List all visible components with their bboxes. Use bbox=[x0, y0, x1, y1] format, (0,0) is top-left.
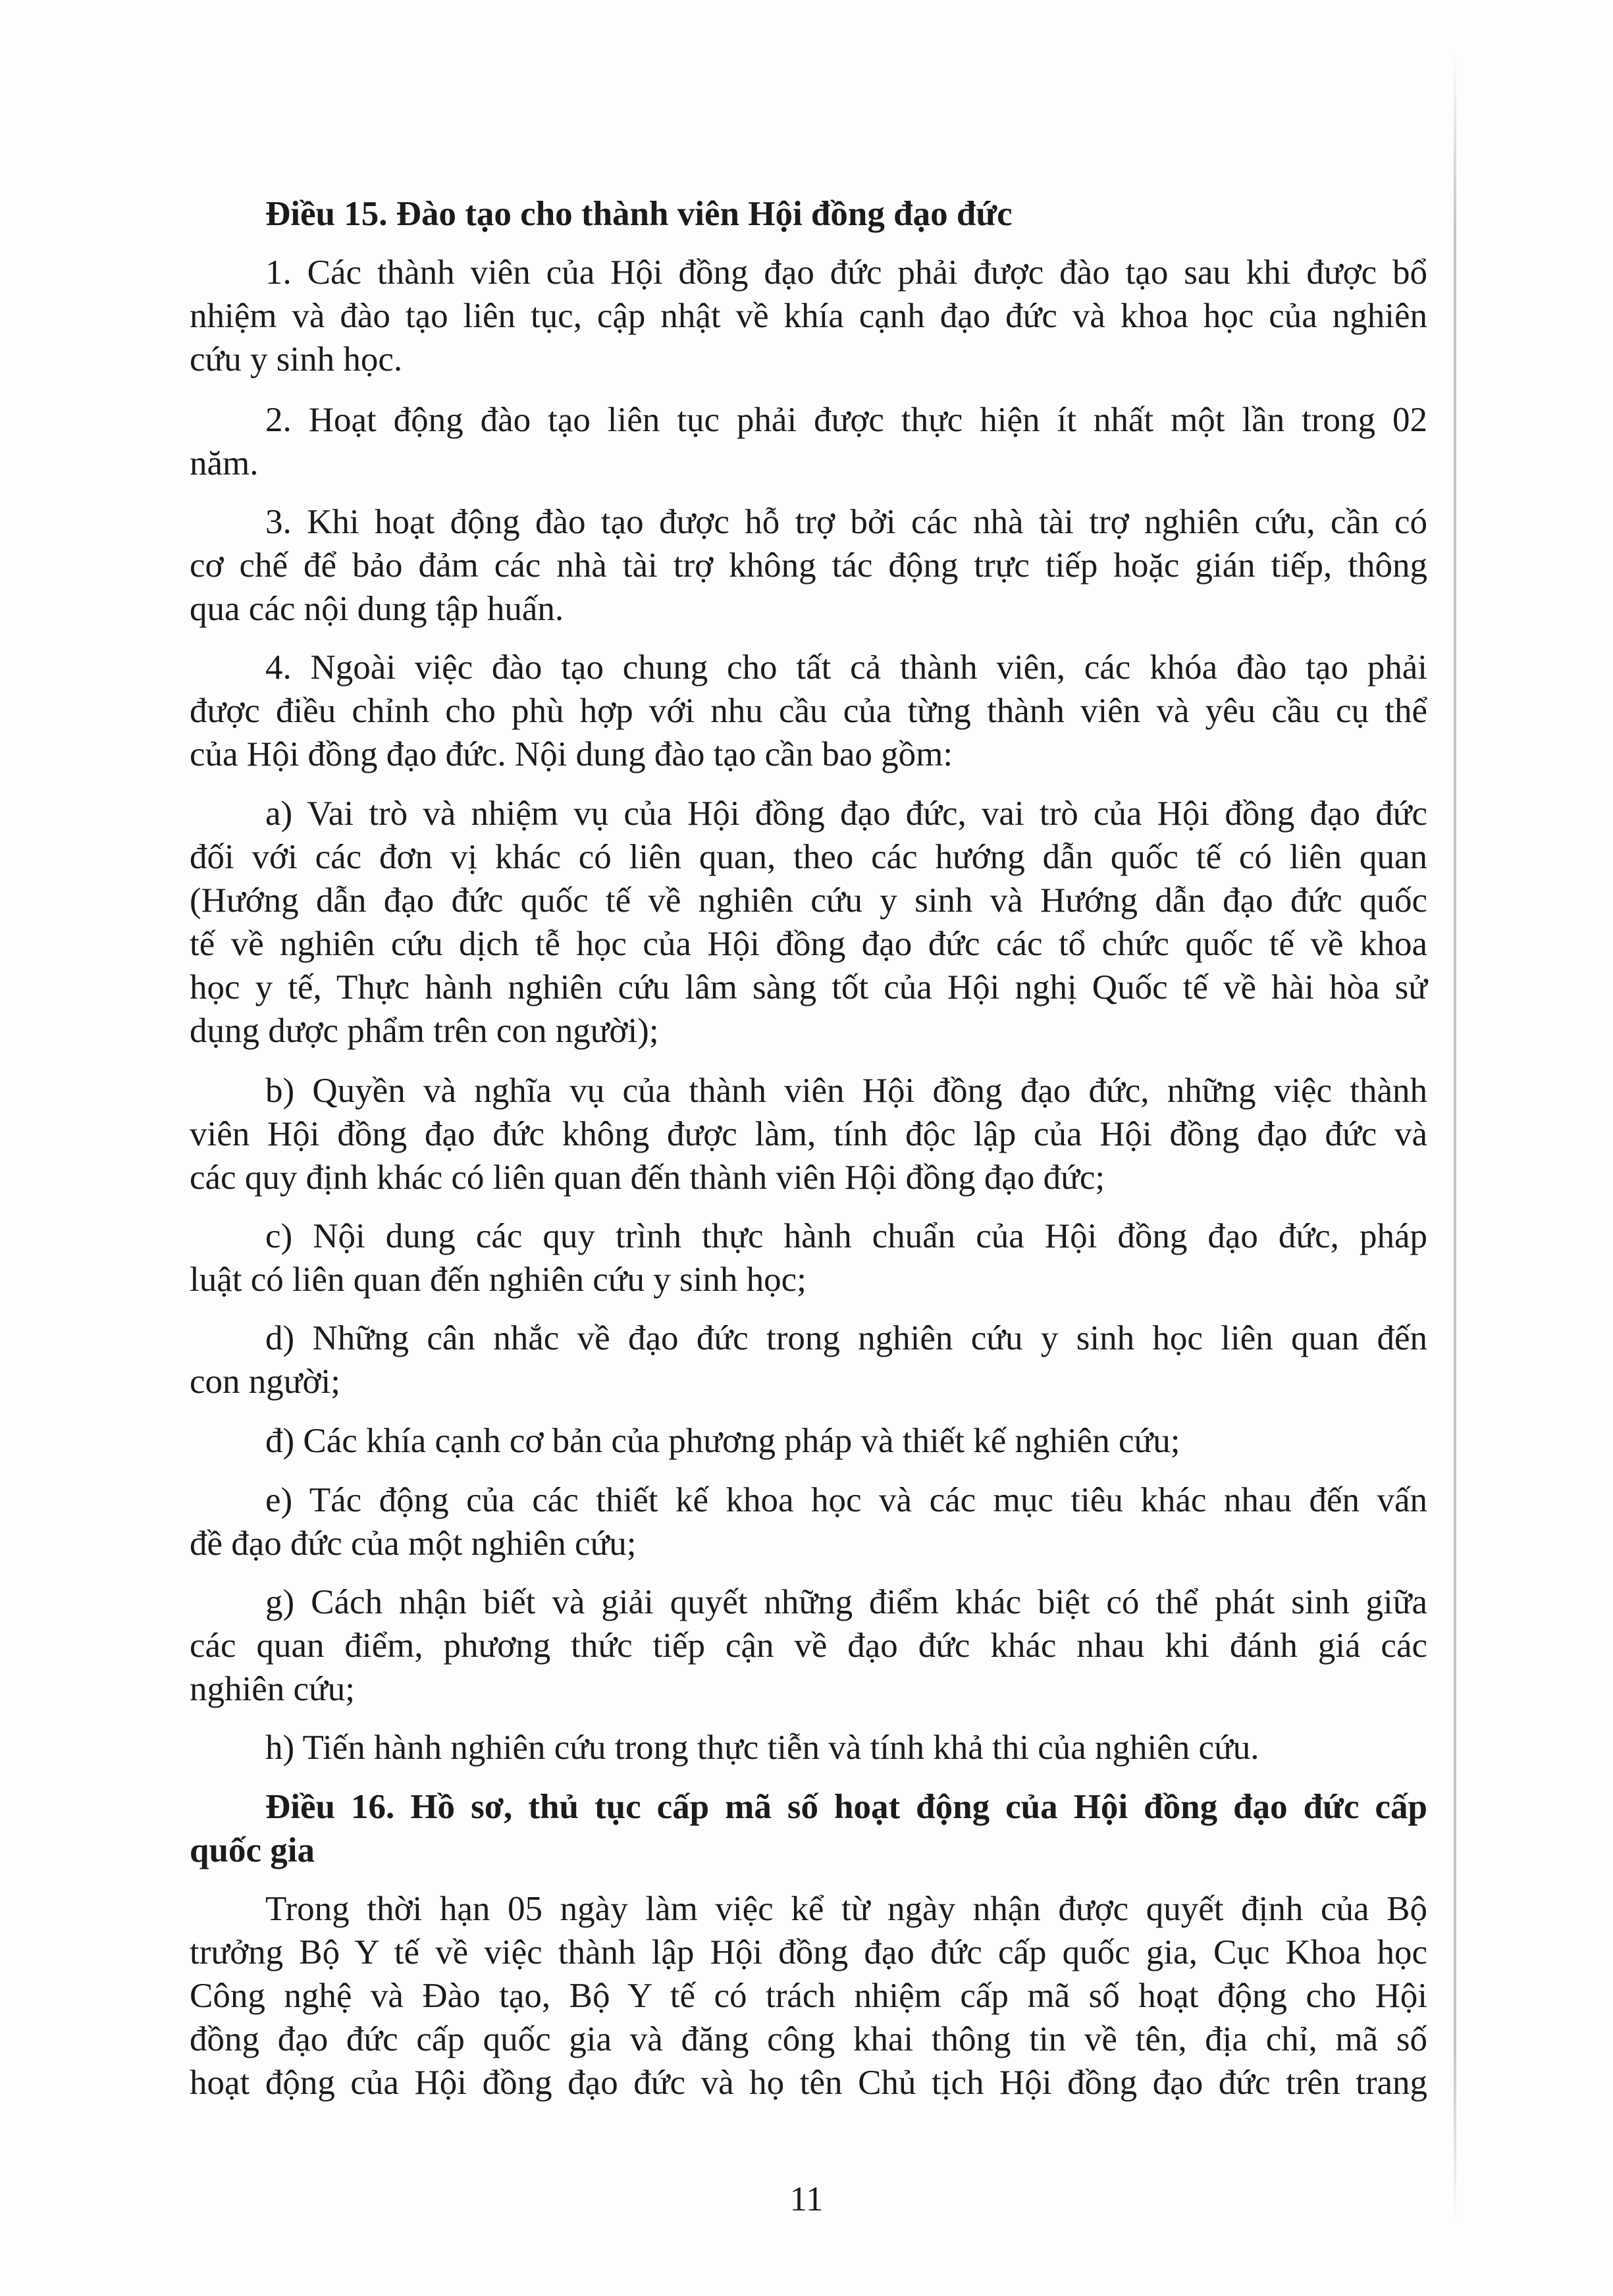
paragraph-line: các quy định khác có liên quan đến thành viên Hội đồng đạo đức; bbox=[190, 1159, 1105, 1197]
article-16-heading: Điều 16. Hồ sơ, thủ tục cấp mã số hoạt động của Hội đồng đạo đức cấp bbox=[265, 1788, 1427, 1826]
paragraph-line: đối với các đơn vị khác có liên quan, theo các hướng dẫn quốc tế có liên quan bbox=[190, 838, 1427, 876]
paragraph-line: Trong thời hạn 05 ngày làm việc kể từ ngày nhận được quyết định của Bộ bbox=[265, 1890, 1427, 1928]
paragraph-line: 4. Ngoài việc đào tạo chung cho tất cả thành viên, các khóa đào tạo phải bbox=[265, 648, 1427, 687]
paragraph-line: luật có liên quan đến nghiên cứu y sinh học; bbox=[190, 1261, 806, 1299]
paragraph-line: của Hội đồng đạo đức. Nội dung đào tạo cần bao gồm: bbox=[190, 735, 953, 773]
paragraph-line: hoạt động của Hội đồng đạo đức và họ tên Chủ tịch Hội đồng đạo đức trên trang bbox=[190, 2064, 1427, 2102]
paragraph-line: học y tế, Thực hành nghiên cứu lâm sàng tốt của Hội nghị Quốc tế về hài hòa sử bbox=[190, 968, 1427, 1006]
paragraph-line: cứu y sinh học. bbox=[190, 340, 403, 378]
paragraph-line: viên Hội đồng đạo đức không được làm, tính độc lập của Hội đồng đạo đức và bbox=[190, 1115, 1427, 1153]
paragraph-line: các quan điểm, phương thức tiếp cận về đạo đức khác nhau khi đánh giá các bbox=[190, 1627, 1427, 1665]
paragraph-line: b) Quyền và nghĩa vụ của thành viên Hội đồng đạo đức, những việc thành bbox=[265, 1072, 1427, 1110]
paragraph-line: 1. Các thành viên của Hội đồng đạo đức phải được đào tạo sau khi được bổ bbox=[265, 253, 1427, 292]
paragraph-line: cơ chế để bảo đảm các nhà tài trợ không tác động trực tiếp hoặc gián tiếp, thông bbox=[190, 546, 1427, 585]
paragraph-line: h) Tiến hành nghiên cứu trong thực tiễn và tính khả thi của nghiên cứu. bbox=[265, 1729, 1259, 1767]
paragraph-line: 2. Hoạt động đào tạo liên tục phải được thực hiện ít nhất một lần trong 02 bbox=[265, 401, 1427, 439]
paragraph-line: dụng dược phẩm trên con người); bbox=[190, 1012, 659, 1050]
paragraph-line: e) Tác động của các thiết kế khoa học và các mục tiêu khác nhau đến vấn bbox=[265, 1481, 1427, 1519]
paragraph-line: Công nghệ và Đào tạo, Bộ Y tế có trách nhiệm cấp mã số hoạt động cho Hội bbox=[190, 1977, 1427, 2015]
paragraph-line: con người; bbox=[190, 1363, 340, 1401]
paragraph-line: qua các nội dung tập huấn. bbox=[190, 590, 564, 628]
article-16-heading-cont: quốc gia bbox=[190, 1831, 315, 1869]
page-number: 11 bbox=[789, 2180, 824, 2218]
paragraph-line: tế về nghiên cứu dịch tễ học của Hội đồng đạo đức các tổ chức quốc tế về khoa bbox=[190, 925, 1427, 963]
paragraph-line: nghiên cứu; bbox=[190, 1670, 355, 1708]
scan-edge bbox=[1454, 53, 1456, 2225]
paragraph-line: đ) Các khía cạnh cơ bản của phương pháp và thiết kế nghiên cứu; bbox=[265, 1422, 1180, 1460]
paragraph-line: g) Cách nhận biết và giải quyết những điểm khác biệt có thể phát sinh giữa bbox=[265, 1583, 1427, 1621]
paragraph-line: (Hướng dẫn đạo đức quốc tế về nghiên cứu y sinh và Hướng dẫn đạo đức quốc bbox=[190, 881, 1427, 920]
article-15-heading: Điều 15. Đào tạo cho thành viên Hội đồng đạo đức bbox=[265, 195, 1013, 233]
paragraph-line: d) Những cân nhắc về đạo đức trong nghiên cứu y sinh học liên quan đến bbox=[265, 1319, 1427, 1357]
paragraph-line: được điều chỉnh cho phù hợp với nhu cầu của từng thành viên và yêu cầu cụ thể bbox=[190, 692, 1427, 730]
paragraph-line: đề đạo đức của một nghiên cứu; bbox=[190, 1525, 637, 1563]
paragraph-line: năm. bbox=[190, 444, 259, 483]
paragraph-line: 3. Khi hoạt động đào tạo được hỗ trợ bởi các nhà tài trợ nghiên cứu, cần có bbox=[265, 503, 1427, 541]
paragraph-line: c) Nội dung các quy trình thực hành chuẩn của Hội đồng đạo đức, pháp bbox=[265, 1217, 1427, 1255]
paragraph-line: a) Vai trò và nhiệm vụ của Hội đồng đạo đức, vai trò của Hội đồng đạo đức bbox=[265, 795, 1427, 833]
paragraph-line: nhiệm và đào tạo liên tục, cập nhật về khía cạnh đạo đức và khoa học của nghiên bbox=[190, 297, 1427, 335]
paragraph-line: đồng đạo đức cấp quốc gia và đăng công khai thông tin về tên, địa chỉ, mã số bbox=[190, 2020, 1427, 2058]
paragraph-line: trưởng Bộ Y tế về việc thành lập Hội đồng đạo đức cấp quốc gia, Cục Khoa học bbox=[190, 1933, 1427, 1971]
